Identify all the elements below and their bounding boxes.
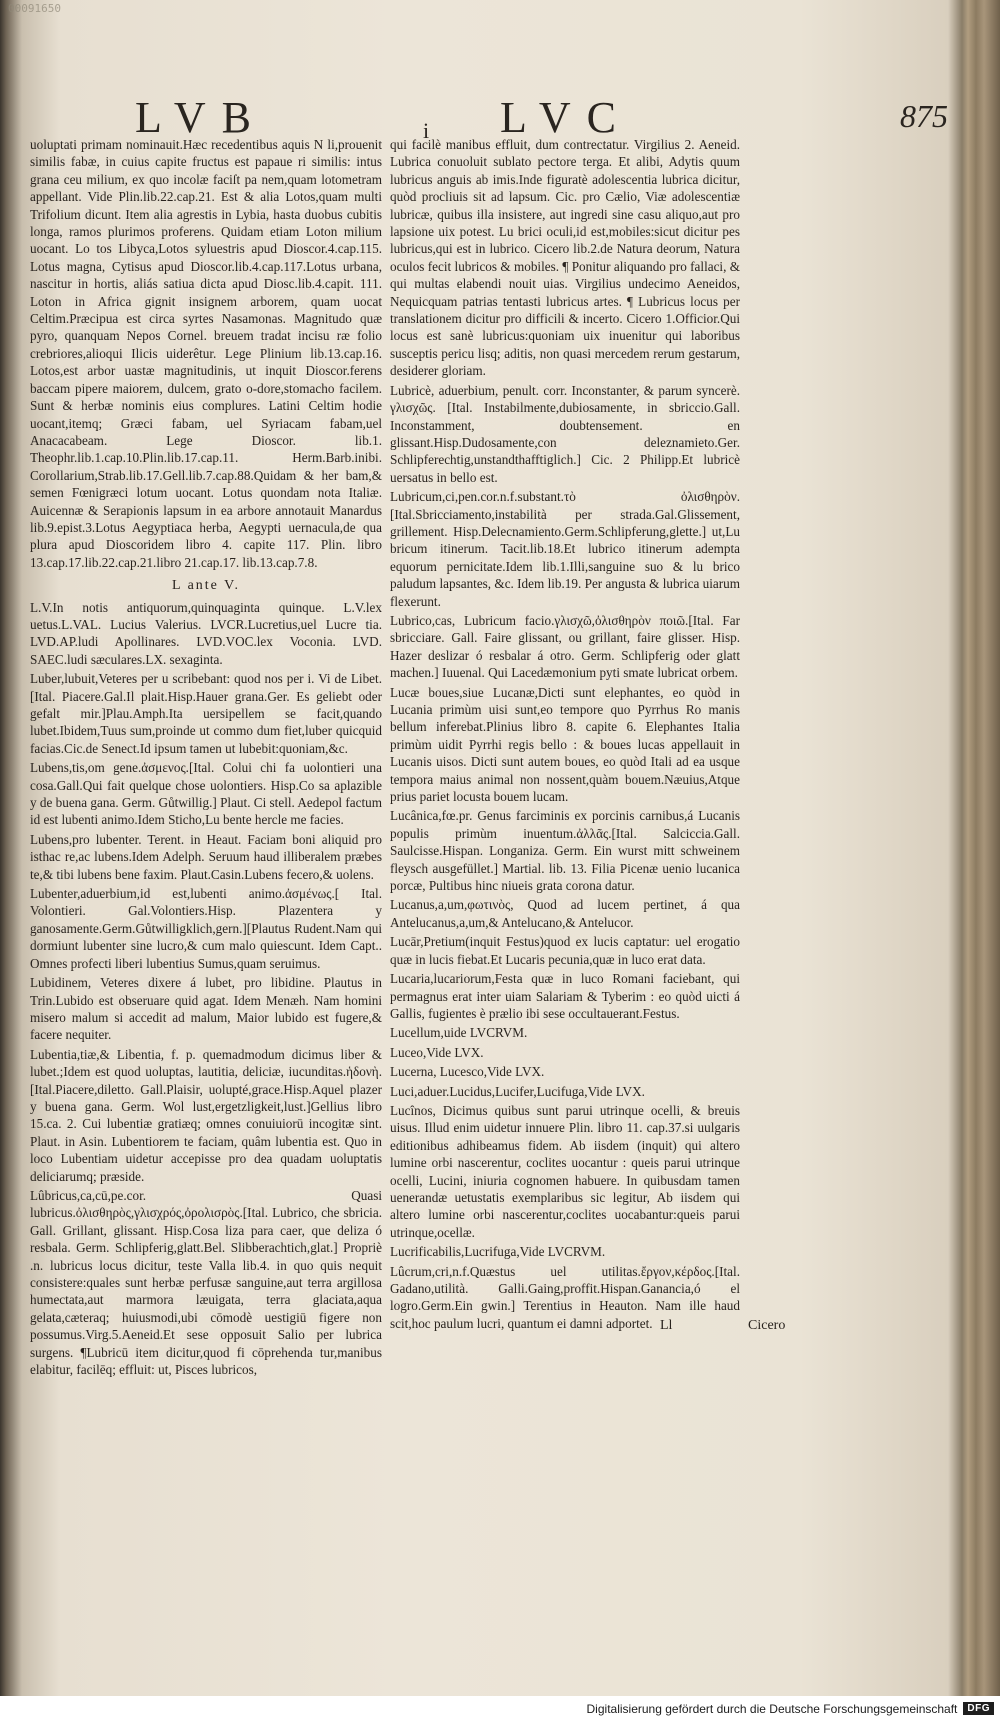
signature-mark: Ll [660, 1318, 673, 1333]
dfg-logo: DFG [963, 1702, 994, 1715]
digitization-footer [0, 1696, 1000, 1721]
running-head-right: LVC [500, 93, 632, 142]
section-heading-l-ante-v: L ante V. [172, 578, 240, 594]
entry-lucrificabilis: Lucrificabilis,Lucrifuga,Vide LVCRVM. [390, 1244, 606, 1260]
entry-luber: Luber,lubuit,Veteres per u scribebant: quod nos per i. Vi de Libet.[Ital. Piacere.Gal.Il plait.Hisp.Hauer grana.Ger. Es geliebt oder gefalt mir.]Plau.Amph.Ita uersipellem se facit,quando lubet.Ibidem,Tuus sum,proinde ut commo dum fiet,luber quicquid facias.Cic.de Senect.Id ipsum tamen ut lubebit:quoniam,&c. [30, 671, 382, 756]
entry-lucar: Lucār,Pretium(inquit Festus)quod ex lucis captatur: uel erogatio quæ in lucis fiebat.Et Lucaris pecunia,quæ in luco erat data. [390, 934, 740, 967]
entry-lucerna: Lucerna, Lucesco,Vide LVX. [390, 1064, 545, 1080]
entry-lubricum: Lubricum,ci,pen.cor.n.f.substant.τὸ ὀλισθηρὸν.[Ital.Sbricciamento,instabilità per strada.Gal.Glissement, grillement. Hisp.Delecnamiento.Germ.Schlipferung,glette.] ut,Lu bricum itinerum. Tacit.lib.18.Et lubrico itinerum adempta equorum pernicitate.Idem lib.1.Illi,sanguine suo & lu brico paludum lapsantes, &c. Idem lib.19. Per angusta & lubrica uiarum flexerunt. [390, 489, 740, 609]
entry-lubenter: Lubenter,aduerbium,id est,lubenti animo.ἀσμένως.[ Ital. Volontieri. Gal.Volontiers.Hisp. Plazentera y ganosamente.Germ.Gůtwilligklich,gern.][Plautus Rudent.Nam qui dormiunt lubenter sine lucro,& cum malo quiescunt. Idem Capt.. Omnes profecti liberi lubentius Sumus,quam seruimus. [30, 886, 382, 971]
entry-lubens-pro-lubenter: Lubens,pro lubenter. Terent. in Heaut. Faciam boni aliquid pro isthac re,ac lubens.Idem Adelph. Seruum haud illiberalem præbes te,& tibi lubens bene faxim. Plaut.Casin.Lubens fecero,& uolens. [30, 831, 382, 882]
scan-id: 00091650 [8, 2, 61, 15]
running-head-left: LVB [135, 93, 267, 142]
entry-lubidinem: Lubidinem, Veteres dixere á lubet, pro libidine. Plautus in Trin.Lubido est obseruare quid agat. Idem Menæh. Nam homini misero malum si accedit ad malum, Maior lubido est fugere,& facere nequiter. [30, 975, 382, 1043]
entry-lubrico: Lubrico,cas, Lubricum facio.γλισχῶ,ὀλισθηρὸν ποιῶ.[Ital. Far sbricciare. Gall. Faire glissant, ou grillant, faire glisser. Hisp. Hazer deslizar ó resbalar á otro. Germ. Schlipferig oder glatt machen.] Iuuenal. Qui Lacedæmonium pyti smate lubricat orbem. [390, 612, 740, 681]
left-column [30, 136, 382, 1380]
entry-lubricus: Lûbricus,ca,cū,pe.cor. Quasi lubricus.ὀλισθηρὸς,γλισχρός,ὀρολισρὸς.[Ital. Lubrico, che sbricia. Gall. Grillant, glissant. Hisp.Cosa liza para caer, que deliza ó resbala. Germ. Schlipferig,glatt.Bel. Slibberachtich,glat.] Propriè .n. lubricus locus dicitur, teste Valla lib.4. in quo quis nequit consistere:quales sunt herbæ perfusæ sanguine,aut terra argillosa humectata,aut marmora læuigata, terra glaciata,aqua gelata,cæteraq; huiusmodi,ubi cōmodè uestigiū figere non possumus.Virg.5.Aeneid.Et sese opposuit Salio per lubrica surgens. ¶Lubricū item dicitur,quod fi cōprehenda tur,manibus elabitur, facilēq; effluit: ut, Pisces lubricos, [30, 1187, 382, 1378]
entry-lucrum: Lûcrum,cri,n.f.Quæstus uel utilitas.ἔργον,κέρδος.[Ital. Gadano,utilità. Galli.Gaing,proffit.Hispan.Ganancia,ó el logro.Germ.Ein gwin.] Terentius in Heauton. Nam ille haud scit,hoc paulum lucri, quantum ei damni adportet. [390, 1263, 740, 1331]
entry-luci: Luci,aduer.Lucidus,Lucifer,Lucifuga,Vide LVX. [390, 1083, 645, 1099]
entry-lucaria: Lucaria,lucariorum,Festa quæ in luco Romani faciebant, qui permagnus erat inter uiam Salariam & Tyberim : eo quòd uicti á Gallis, fugientes è prælio ibi sese occultauerant.Festus. [390, 971, 740, 1021]
entry-lucanica: Lucânica,fœ.pr. Genus farciminis ex porcinis carnibus,á Lucanis populis primùm inuentum.ἀλλᾶς.[Ital. Salciccia.Gall. Saulcisse.Hispan. Longaniza. Germ. Ein wurst mitt schweinem fleysch ausgefüllet.] Martial. lib. 13. Filia Picenæ uenio lucanica porcæ, Pultibus hinc niueis grata corona datur. [390, 808, 740, 894]
footer-credit: Digitalisierung gefördert durch die Deutsche Forschungsgemeinschaft [586, 1701, 958, 1716]
entry-lubrice: Lubricè, aduerbium, penult. corr. Inconstanter, & parum syncerè. γλισχῶς. [Ital. Instabilmente,dubiosamente, in sbriccio.Gall. Inconstamment, doubtensement. en glissant.Hisp.Dudosamente,con deleznamieto.Ger. Schlipferechtig,unstandthafftiglich.] Cic. 2 Philipp.Et lubricè uersatus in bello est. [390, 382, 740, 485]
page-number: 875 [900, 98, 948, 134]
entry-lubentia: Lubentia,tiæ,& Libentia, f. p. quemadmodum dicimus liber & lubet.;Idem est quod uoluptas, lautitia, deliciæ, iucunditas.ἡδονὴ.[Ital.Piacere,diletto. Gall.Plaisir, uolupté,grace.Hisp.Aquel plazer y buena gana. Germ. Wol lust,ergetzligkeit,lust.]Gellius libro 15.ca. 2. Cui lubentiæ gratiæq; omnes conuiuiorū incogitæ sint. Plaut. in Asin. Lubentiorem te faciam, quâm lubentia est. Quo in loco Lubentiam uidetur accepisse pro dea quadam uoluptatis deliciarumq; præside. [30, 1046, 382, 1184]
catchword: Cicero [748, 1318, 786, 1333]
running-head-mark: i [423, 118, 430, 143]
entry-lucinos: Lucînos, Dicimus quibus sunt parui utrinque ocelli, & breuis uisus. Illud enim uidetur innuere Plin. libro 11. cap.37.si uulgaris editionibus adhibeamus fidem. Ab iisdem (inquit) qui altero lumine orbi nascerentur, coclites uocantur : queis parui utrinque ocelli, Lucini, iniuria cognomen habuere. In quibusdam tamen uenerandæ uetustatis exemplaribus sic legitur, Ab iisdem qui altero lumine orbi nascerentur,coclites uocabantur:queis parui utrinque,ocellæ. [390, 1102, 740, 1240]
entry-lubens: Lubens,tis,om gene.ἀσμενος.[Ital. Colui chi fa uolontieri una cosa.Gall.Qui fait quelque chose uolontiers. Hisp.Co sa aplazible y de buena gana. Germ. Gůtwillig.] Plaut. Ci stell. Aedepol factum id est lubenti animo.Idem Sticho,Lu bente hercle me facies. [30, 760, 382, 828]
entry-lucae-boues: Lucæ boues,siue Lucanæ,Dicti sunt elephantes, eo quòd in Lucania primùm uisi sunt,eo tempore quo Pyrrhus Ro manis bellum inferebat.Plinius libro 8. capite 6. Elephantes Italia primùm uidit Pyrrhi regis bello : & boues lucas appellauit in Lucanis uisos. Dicti sunt autem boues, eo quòd Itali ad ea usque tempora maius animal non nossent,quàm bouem.Næuius,Atque prius pariet locusta bouem lucam. [390, 684, 740, 805]
entry-lv-abbreviations: L.V.In notis antiquorum,quinquaginta quinque. L.V.lex uetus.L.VAL. Lucius Valerius. LVCR.Lucretius,uel Lucre tia. LVD.AP.ludi Apollinares. LVD.VOC.lex Voconia. LVD. SAEC.ludi sæculares.LX. sexaginta. [30, 599, 382, 667]
entry-lubricus-continued: qui facilè manibus effluit, dum contrectatur. Virgilius 2. Aeneid. Lubrica conuoluit sublato pectore terga. Et alibi, Adytis quum lubricus anguis ab imis.Inde figuratè adolescentia lubrica dicitur, quòd procliuis sit ad lapsum. Cic. pro Cælio, Viæ adolescentiæ lubricæ, quibus illa insistere, aut ingredi sine casu aliquo,aut pro lapsione uix potest. Lu brici oculi,id est,mobiles:sicut dicitur pes lubricus,qui est in lubrico. Cicero lib.2.de Natura deorum, Natura oculos fecit lubricos & mobiles. ¶ Ponitur aliquando pro fallaci, & qui multas elabendi nouit uias. Virgilius undecimo Aeneidos, Nequicquam patrias tentasti lubricus artes. ¶ Lubricus locus per translationem dicitur pro difficili & incerto. Cicero 1.Officior.Qui locus est sanè lubricus:quoniam uix inuenitur qui laboribus susceptis pericu lisq; aditis, non quasi mercedem rerum gestarum, desiderer gloriam. [390, 137, 740, 379]
entry-lucanus: Lucanus,a,um,φωτινὸς, Quod ad lucem pertinet, á qua Antelucanus,a,um,& Antelucano,& Antelucor. [390, 897, 740, 930]
entry-luceo: Luceo,Vide LVX. [390, 1044, 484, 1060]
right-column [390, 136, 740, 1334]
entry-lucellum: Lucellum,uide LVCRVM. [390, 1025, 528, 1041]
entry-lotus-continued: uoluptati primam nominauit.Hæc recedentibus aquis N li,prouenit similis fabæ, in cuius capite fructus est papaue ri similis: intus grana ceu milium, ex quo incolæ faciſt pa nem,quam lotometram appellant. Vide Plin.lib.22.cap.21. Est & alia Lotos,quam multi Trifolium dicunt. Item alia agrestis in Lybia, hasta duobus cubitis longa, ramos plurimos proferens. Quidam etiam Loton milium uocant. Lo tos Libyca,Lotos syluestris apud Dioscor.4.cap.115. Lotus magna, Cytisus apud Dioscor.lib.4.cap.117.Lotus urbana, nascitur in hortis, aliás satiua dicta apud Diosc.lib.4.capit. 111. Loton in Africa gignit insignem arborem, quam uocat Celtim.Præcipua est circa syrtes Nasamonas. Magnitudo quæ pyro, quanquam Nepos Cornel. breuem tradat incisu ræ folio crebriores,alioqui Ilicis uiderêtur. Lege Plinium lib.13.cap.16. Lotos,est arbor uastæ magnitudinis, ut inquit Dioscor.ferens baccam pipere maiorem, dulcem, grato o-dore,stomacho facilem. Sunt & herbæ nominis eius complures. Latini Celtim hodie uocant,itemq; Græci fabam, uel Syriacam fabam,uel Anacacabeam. Lege Dioscor. lib.1. Theophr.lib.1.cap.10.Plin.lib.17.cap.11. Herm.Barb.inibi. Corollarium,Strab.lib.17.Gell.lib.7.cap.88.Quidam & her bam,& semen Fœnigræci lotum uocant. Lotus quondam nota Italiæ. Auicennæ & Serapionis lapsum in ea arbore annotauit Manardus lib.9.epist.3.Lotus Aegyptiaca herba, Aegypti uernacula,de qua plura apud Dioscoridem libro 4. capite 117. Plin. libro 13.cap.17.lib.22.cap.21.libro 21.cap.17. lib.13.cap.7.8. [30, 137, 382, 570]
